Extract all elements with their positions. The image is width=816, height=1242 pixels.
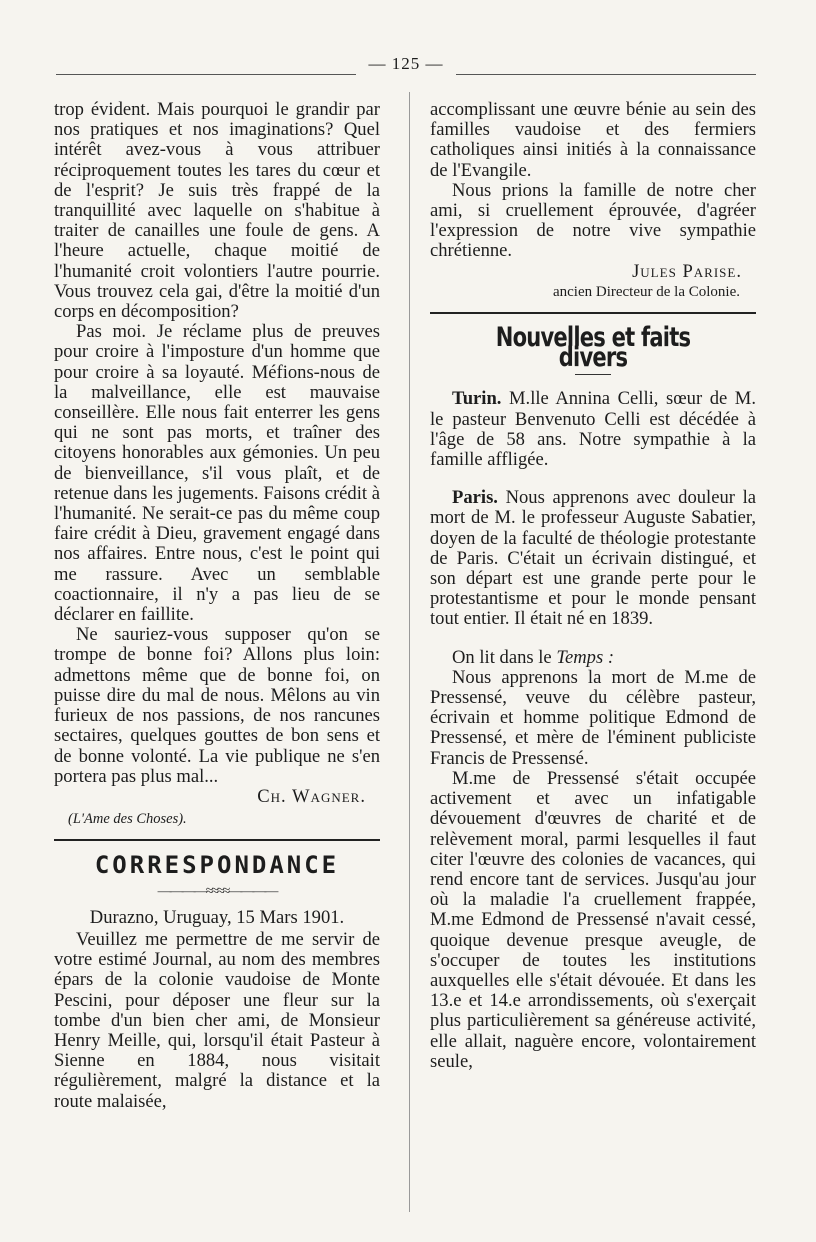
header-rule-right — [456, 74, 756, 75]
letter-signature: Jules Parise. — [632, 260, 742, 282]
header-rule-left — [56, 74, 356, 75]
section-heading-news: Nouvelles et faits divers — [495, 322, 691, 374]
news-item-turin: Turin. M.lle Annina Celli, sœur de M. le pasteur Benvenuto Celli est décédée à l'âge de 58 ans. Notre sympathie à la famille affligée. — [430, 388, 756, 471]
article-paragraph: trop évident. Mais pourquoi le grandir par nos pratiques et nos imaginations? Quel intérêt avez-vous à vous attribuer réciproquement toutes les tares du cœur et de l'esprit? Je suis très frappé de la tranquillité avec laquelle on s'habitue à traiter de canailles une foule de gens. A l'heure actuelle, chaque moitié de l'humanité croit volontiers l'autre pourrie. Vous trouvez cela gai, d'être la moitié d'un corps en décomposition? — [54, 99, 380, 323]
page-number: — 125 — — [368, 54, 444, 73]
letter-dateline: Durazno, Uruguay, 15 Mars 1901. — [89, 906, 345, 928]
letter-paragraph: Veuillez me permettre de me servir de votre estimé Journal, au nom des membres épars de la colonie vaudoise de Monte Pescini, pour déposer une fleur sur la tombe d'un bien cher ami, de Monsieur Henry Meille, qui, lorsqu'il était Pasteur à Sienne en 1884, nous visitait régulièrement, malgré la distance et la route malaisée, — [54, 928, 380, 1112]
short-rule — [575, 374, 611, 375]
section-rule — [430, 312, 756, 314]
spacer — [430, 630, 756, 648]
ornament-divider: ————≈≈≈≈———— — [157, 883, 277, 899]
news-item-temps-intro: On lit dans le Temps : — [452, 646, 615, 668]
page-header — [56, 52, 756, 78]
letter-paragraph: Nous prions la famille de notre cher ami, si cruellement éprouvée, d'agréer l'expression de notre vive sympathie chrétienne. — [430, 179, 756, 262]
article-source: (L'Ame des Choses). — [68, 811, 187, 828]
letter-paragraph: accomplissant une œuvre bénie au sein des familles vaudoise et des fermiers catholiques ainsi initiés à la connaissance de l'Evangile. — [430, 99, 756, 181]
news-item-paris: Paris. Nous apprenons avec douleur la mort de M. le professeur Auguste Sabatier, doyen de la faculté de théologie protestante de Paris. C'était un écrivain distingué, et son départ est une grande perte pour le protestantisme et pour le monde pensant tout entier. Il était né en 1839. — [430, 487, 756, 630]
article-paragraph: Pas moi. Je réclame plus de preuves pour croire à l'imposture d'un homme que pour croire à sa loyauté. Méfions-nous de la malveillance, elle est mauvaise conseillère. Elle nous fait enterrer les gens qui ne sont pas morts, et traîner des citoyens honorables aux gémonies. Un peu de bienveillance, s'il vous plaît, et de retenue dans les jugements. Faisons crédit à l'humanité. Ne serait-ce pas du même coup faire crédit à Dieu, gravement engagé dans nos affaires. Entre nous, c'est le point qui me rassure. Avec un semblable coactionnaire, il n'y a pas lieu de se déclarer en faillite. — [54, 321, 380, 626]
article-signature: Ch. Wagner. — [257, 785, 366, 807]
section-heading-correspondance: CORRESPONDANCE — [94, 851, 340, 880]
news-paragraph: M.me de Pressensé s'était occupée activement et avec un infatigable dévouement d'œuvres de charité et de relèvement moral, parmi lesquelles il faut citer l'œuvre des colonies de vacances, qui rend encore tant de services. Jusqu'au jour où la maladie l'a cruellement frappée, M.me Edmond de Pressensé n'avait cessé, quoique devenue presque aveugle, de s'occuper de toutes les institutions auxquelles elle s'était dévouée. Et dans les 13.e et 14.e arrondissements, où s'exerçait plus particulièrement sa généreuse activité, elle allait, naguère encore, volontairement seule, — [430, 767, 756, 1072]
spacer — [430, 470, 756, 488]
letter-signer-title: ancien Directeur de la Colonie. — [552, 283, 740, 300]
right-column — [430, 100, 756, 1072]
section-rule — [54, 839, 380, 841]
article-paragraph: Ne sauriez-vous supposer qu'on se trompe de bonne foi? Allons plus loin: admettons même que de bonne foi, on puisse dire du mal de nous. Mêlons au vin furieux de nos passions, de nos rancunes sectaires, quelques gouttes de bon sens et de bonne volonté. La vie publique ne s'en portera pas plus mal... — [54, 624, 380, 787]
left-column — [54, 100, 380, 1112]
news-paragraph: Nous apprenons la mort de M.me de Pressensé, veuve du célèbre pasteur, écrivain et homme politique Edmond de Pressensé, et mère de l'éminent publiciste Francis de Pressensé. — [430, 666, 756, 769]
column-divider — [409, 92, 410, 1212]
